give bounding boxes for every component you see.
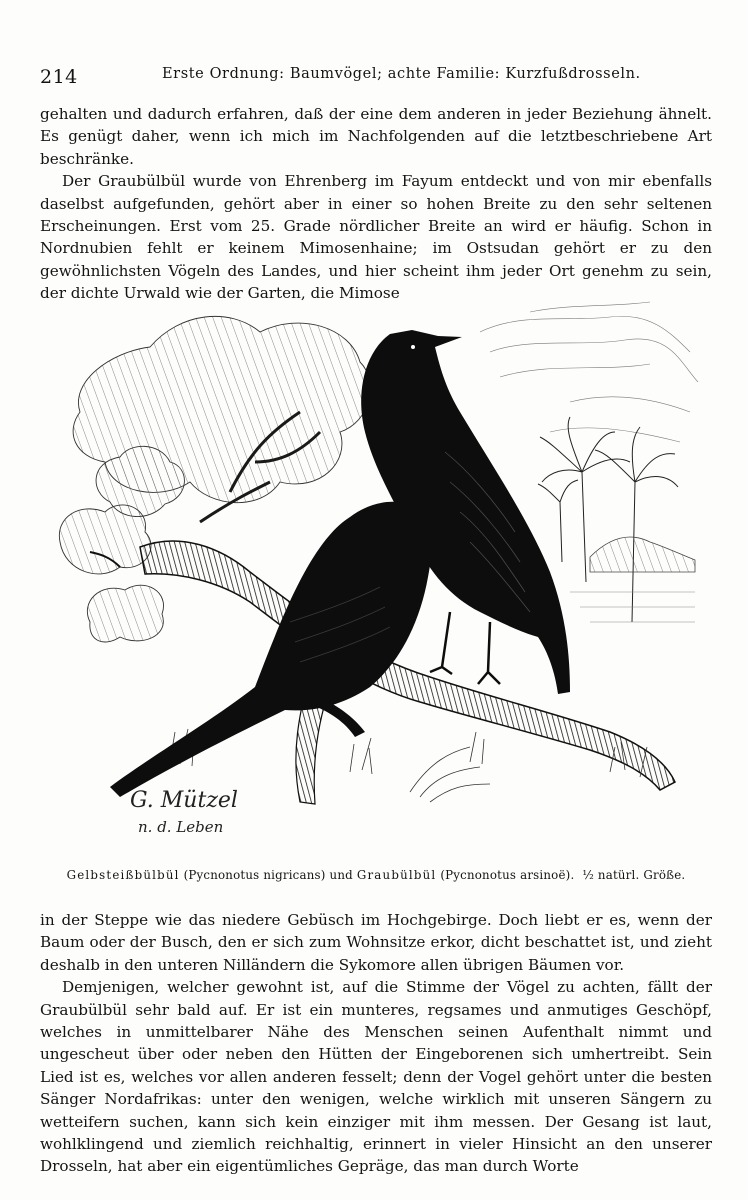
caption-scale: ½ natürl. Größe. xyxy=(582,868,686,882)
caption-latin2: (Pycnonotus arsinoë). xyxy=(440,868,575,882)
artist-signature xyxy=(130,788,238,836)
bird-illustration xyxy=(50,292,700,852)
caption-und: und xyxy=(329,868,353,882)
caption-name2: Graubülbül xyxy=(356,868,437,882)
signature-subtext: n. d. Leben xyxy=(138,818,224,836)
hills xyxy=(590,537,695,572)
page-number: 214 xyxy=(40,66,78,88)
paragraph: gehalten und dadurch erfahren, daß der eine dem anderen in jeder Beziehung ähnelt. Es genügt daher, wenn ich mich im Nachfolgenden auf die letztbeschriebene Art beschränke. xyxy=(40,105,712,168)
paragraph: in der Steppe wie das niedere Gebüsch im Hochgebirge. Doch liebt er es, wenn der Baum oder der Busch, den er sich zum Wohnsitze erkor, dicht beschattet ist, und zieht deshalb in den unteren Nilländern die Sykomore allen übrigen Bäumen vor. xyxy=(40,911,712,974)
caption-name1: Gelbsteißbülbül xyxy=(66,868,180,882)
bird-eye xyxy=(411,345,415,349)
body-text-bottom xyxy=(40,909,712,1178)
running-head: Erste Ordnung: Baumvögel; achte Familie: Kurzfußdrosseln. xyxy=(162,66,641,82)
bird-legs xyxy=(430,612,500,684)
figure-caption xyxy=(40,868,712,882)
paragraph: Demjenigen, welcher gewohnt ist, auf die Stimme der Vögel zu achten, fällt der Graubülbül sehr bald auf. Er ist ein munteres, regsames und anmutiges Geschöpf, welches in unmittelbarer Nähe des Menschen seinen Aufenthalt nimmt und ungescheut über oder neben den Hütten der Eingeborenen sich umhertreibt. Sein Lied ist es, welches vor allen anderen fesselt; denn der Vogel gehört unter die besten Sänger Nordafrikas: unter den wenigen, welche wirklich mit unseren Sängern zu wetteifern suchen, kann sich kein einziger mit ihm messen. Der Gesang ist laut, wohlklingend und ziemlich reichhaltig, erinnert in vieler Hinsicht an den unserer Drosseln, hat aber ein eigentümliches Gepräge, das man durch Worte xyxy=(40,978,712,1176)
palm-trees xyxy=(538,417,678,622)
sky-lines xyxy=(480,302,698,442)
paragraph: Der Graubülbül wurde von Ehrenberg im Fayum entdeckt und von mir ebenfalls daselbst aufgefunden, gehört aber in einer so hohen Breite zu den sehr seltenen Erscheinungen. Erst vom 25. Grade nördlicher Breite an wird er häufig. Schon in Nordnubien fehlt er keinem Mimosenhaine; im Ostsudan gehört er zu den gewöhnlichsten Vögeln des Landes, und hier scheint ihm jeder Ort genehm zu sein, der dichte Urwald wie der Garten, die Mimose xyxy=(40,172,712,303)
body-text-top xyxy=(40,103,712,305)
page-header xyxy=(40,60,720,88)
caption-latin1: (Pycnonotus nigricans) xyxy=(183,868,326,882)
signature-text: G. Mützel xyxy=(130,788,238,813)
